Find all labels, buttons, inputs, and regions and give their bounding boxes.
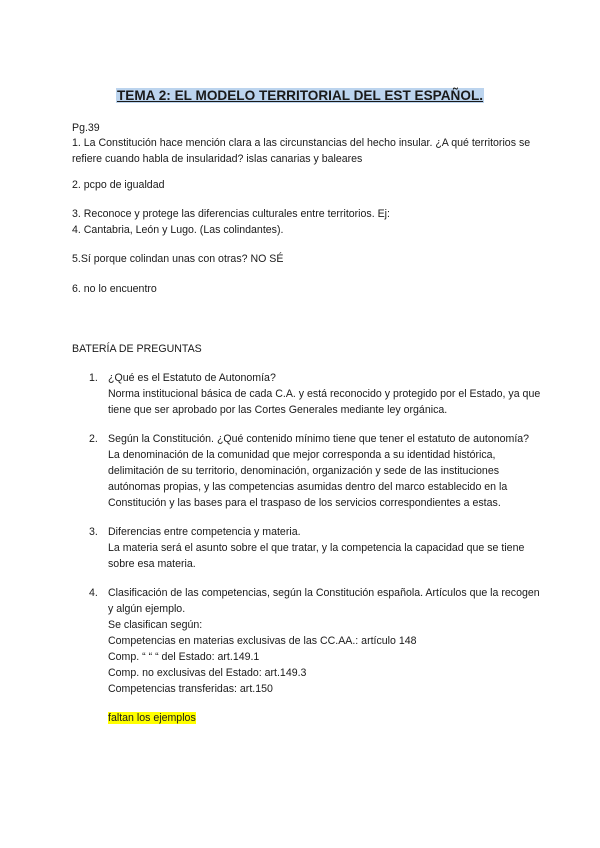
question-answer: La materia será el asunto sobre el que tratar, y la competencia la capacidad que se tiene sobre esa materia.	[108, 542, 525, 570]
question-answer: Norma institucional básica de cada C.A. y está reconocido y protegido por el Estado, ya que tiene que ser aprobado por las Cortes Generales mediante ley orgánica.	[108, 388, 541, 416]
question-number: 1.	[89, 372, 98, 384]
question-number: 3.	[89, 526, 98, 538]
answer-6: 6. no lo encuentro	[72, 283, 157, 295]
question-item-2	[72, 431, 542, 511]
question-number: 4.	[89, 587, 98, 599]
answer-4: 4. Cantabria, León y Lugo. (Las colindantes).	[72, 224, 284, 236]
highlighted-note-text: faltan los ejemplos	[108, 712, 196, 724]
section-heading: BATERÍA DE PREGUNTAS	[72, 343, 202, 355]
answer-2: 2. pcpo de igualdad	[72, 179, 165, 191]
answer-5: 5.Sí porque colindan unas con otras? NO SÉ	[72, 253, 284, 265]
classification-line: Competencias en materias exclusivas de las CC.AA.: artículo 148	[108, 635, 417, 647]
question-list	[72, 370, 542, 726]
document-title-text: TEMA 2: EL MODELO TERRITORIAL DEL EST ESPAÑOL.	[116, 88, 484, 103]
question-text: ¿Qué es el Estatuto de Autonomía?	[108, 372, 276, 384]
question-item-3	[72, 524, 542, 572]
question-number: 2.	[89, 433, 98, 445]
answer-3: 3. Reconoce y protege las diferencias culturales entre territorios. Ej:	[72, 208, 390, 220]
document-title	[0, 88, 600, 104]
question-answer: La denominación de la comunidad que mejor corresponda a su identidad histórica, delimitación de su territorio, denominación, organización y sede de las instituciones autónomas propias, y las competencias asumidas dentro del marco establecido en la Constitución y las bases para el traspaso de los servicios correspondientes a estas.	[108, 449, 508, 509]
classification-line: Se clasifican según:	[108, 619, 203, 631]
answer-1: 1. La Constitución hace mención clara a las circunstancias del hecho insular. ¿A qué territorios se refiere cuando habla de insularidad? islas canarias y baleares	[72, 137, 531, 165]
question-item-4	[72, 585, 542, 726]
highlighted-note	[108, 710, 542, 726]
classification-line: Competencias transferidas: art.150	[108, 683, 273, 695]
question-text: Según la Constitución. ¿Qué contenido mínimo tiene que tener el estatuto de autonomía?	[108, 433, 530, 445]
classification-line: Comp. “ “ “ del Estado: art.149.1	[108, 651, 260, 663]
question-item-1	[72, 370, 542, 418]
page-reference: Pg.39	[72, 122, 100, 134]
question-text: Diferencias entre competencia y materia.	[108, 526, 301, 538]
classification-line: Comp. no exclusivas del Estado: art.149.3	[108, 667, 307, 679]
question-text: Clasificación de las competencias, según la Constitución española. Artículos que la recogen y algún ejemplo.	[108, 587, 540, 615]
